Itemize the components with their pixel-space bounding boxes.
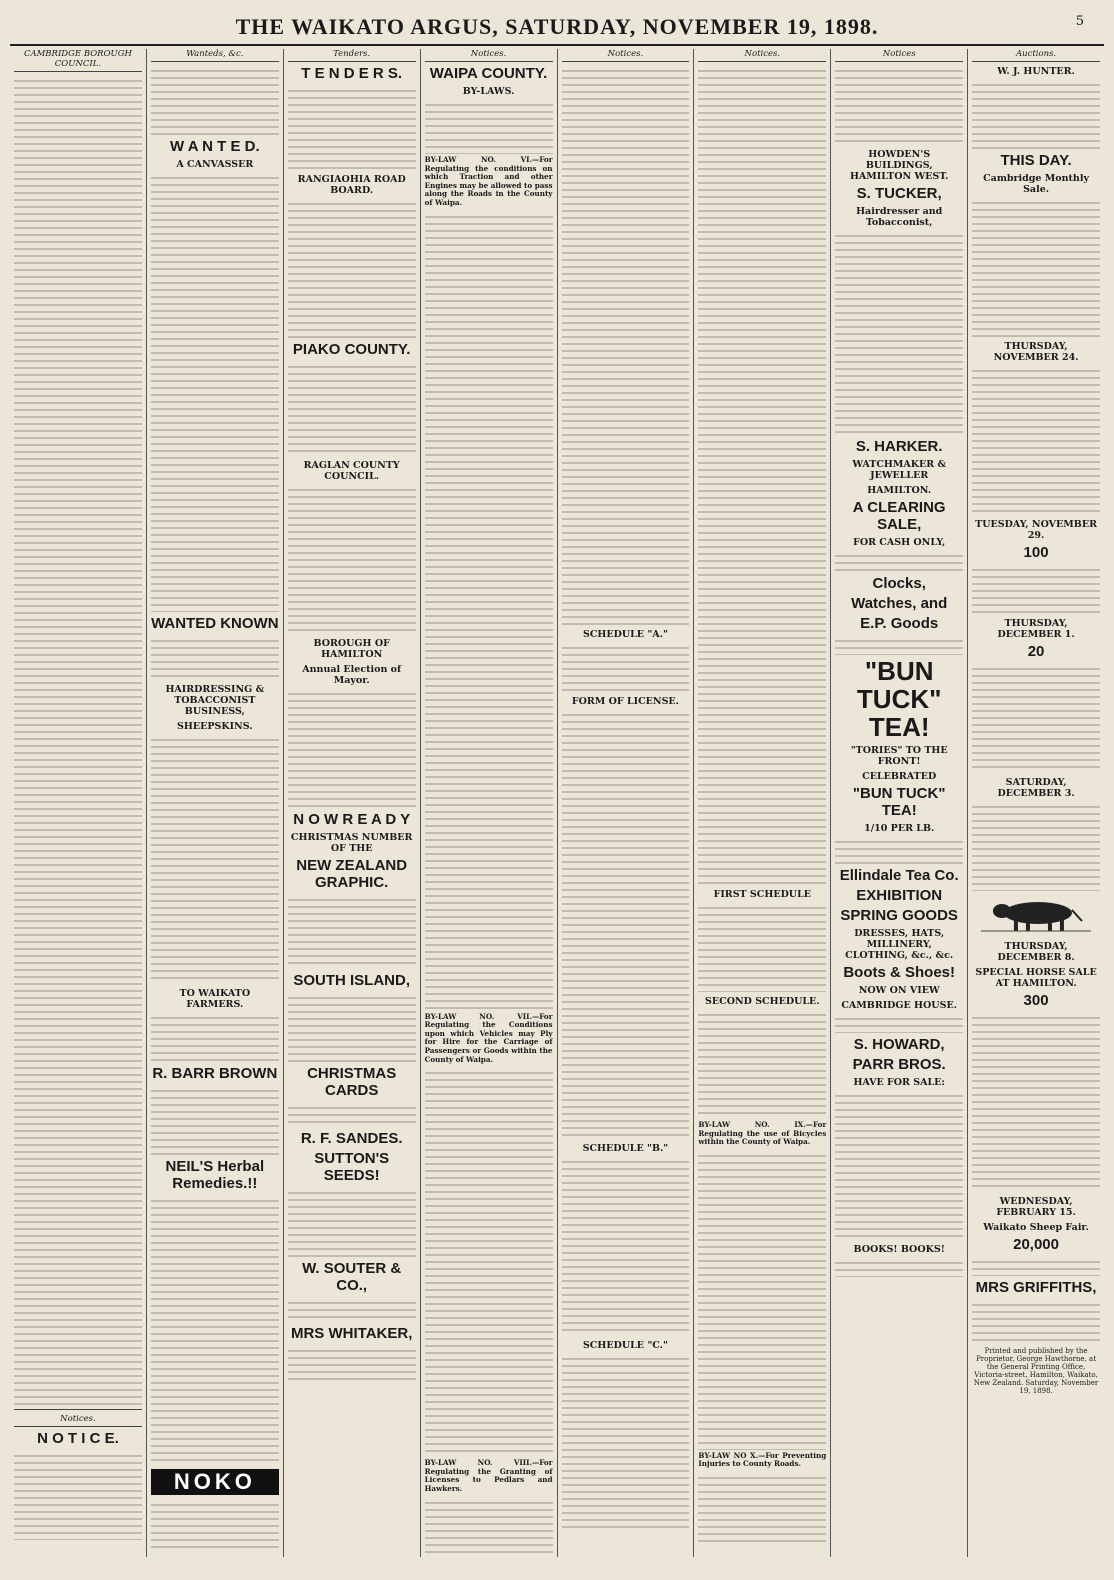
- column-2: [147, 49, 284, 1557]
- wanted-ads-text: [151, 172, 279, 612]
- neils-remedies-heading: NEIL'S Herbal Remedies.!!: [165, 1158, 265, 1192]
- lot-20: 20: [1027, 643, 1045, 660]
- howdens-heading: HOWDEN'S BUILDINGS, HAMILTON WEST.: [849, 149, 949, 182]
- schedule-a-heading: SCHEDULE "A.": [582, 629, 668, 640]
- bylaw-10-title: BY-LAW NO X.—For Preventing Injuries to County Roads.: [698, 1450, 827, 1469]
- notice-text: [14, 1450, 142, 1540]
- griffiths-heading: MRS GRIFFITHS,: [975, 1279, 1097, 1296]
- clearing-sale-heading: A CLEARING SALE,: [852, 499, 946, 533]
- bull-illustration: [972, 893, 1100, 933]
- lot-100: 100: [1023, 544, 1049, 561]
- column-6-heading: Notices.: [698, 49, 826, 62]
- wanted-heading: W A N T E D.: [169, 138, 260, 155]
- column-6: [694, 49, 831, 1557]
- tenders-heading: T E N D E R S.: [301, 65, 403, 82]
- suttons-heading: SUTTON'S SEEDS!: [314, 1150, 390, 1184]
- column-8: [968, 49, 1104, 1557]
- notice-title: N O T I C E.: [37, 1430, 119, 1447]
- mayor-heading: Annual Election of Mayor.: [302, 664, 402, 686]
- christmas-number-heading: CHRISTMAS NUMBER OF THE: [290, 832, 413, 854]
- watches-heading: Watches, and: [851, 595, 948, 612]
- dresses-heading: DRESSES, HATS, MILLINERY, CLOTHING, &c., &c.: [845, 928, 954, 961]
- column-7-heading: Notices: [835, 49, 963, 62]
- thu-dec-8-heading: THURSDAY, DECEMBER 8.: [997, 941, 1075, 963]
- books-heading: BOOKS! BOOKS!: [853, 1244, 945, 1255]
- column-1: [10, 49, 147, 1557]
- hunter-heading: W. J. HUNTER.: [997, 66, 1075, 77]
- bylaw-9-title: BY-LAW NO. IX.—For Regulating the use of Bicycles within the County of Waipa.: [698, 1120, 827, 1147]
- barr-brown-heading: R. BARR BROWN: [152, 1065, 278, 1082]
- parr-heading: PARR BROS.: [852, 1056, 946, 1073]
- ep-goods-heading: E.P. Goods: [860, 615, 939, 632]
- sat-dec-3-heading: SATURDAY, DECEMBER 3.: [997, 777, 1075, 799]
- sheep-fair-heading: Waikato Sheep Fair.: [983, 1222, 1089, 1233]
- notices-heading: Notices.: [14, 1414, 142, 1427]
- sheepskins-heading: SHEEPSKINS.: [177, 721, 253, 732]
- christmas-cards-heading: CHRISTMAS CARDS: [307, 1065, 397, 1099]
- spring-goods-heading: SPRING GOODS: [840, 907, 958, 924]
- column-4-heading: Notices.: [425, 49, 553, 62]
- bun-tuck-heading-2: "BUN TUCK" TEA!: [852, 785, 946, 819]
- have-for-sale-heading: HAVE FOR SALE:: [853, 1077, 945, 1088]
- nz-graphic-heading: NEW ZEALAND GRAPHIC.: [296, 857, 408, 891]
- howard-heading: S. HOWARD,: [853, 1036, 945, 1053]
- column-1-heading: CAMBRIDGE BOROUGH COUNCIL.: [14, 49, 142, 72]
- masthead-title: THE WAIKATO ARGUS, SATURDAY, NOVEMBER 19, 1898.: [235, 14, 879, 39]
- celebrated-heading: CELEBRATED: [862, 771, 937, 782]
- form-of-license-heading: FORM OF LICENSE.: [571, 696, 679, 707]
- tucker-subheading: Hairdresser and Tobacconist,: [856, 206, 943, 228]
- hamilton-heading: HAMILTON.: [867, 485, 932, 496]
- column-3-heading: Tenders.: [288, 49, 416, 62]
- column-8-heading: Auctions.: [972, 49, 1100, 62]
- bylaw-8-title: BY-LAW NO. VIII.—For Regulating the Granting of Licenses to Pedlars and Hawkers.: [424, 1458, 553, 1493]
- schedule-c-heading: SCHEDULE "C.": [582, 1340, 668, 1351]
- farmers-heading: TO WAIKATO FARMERS.: [179, 988, 251, 1010]
- column-5: [558, 49, 695, 1557]
- piako-heading: PIAKO COUNTY.: [292, 341, 411, 358]
- wed-feb-15-heading: WEDNESDAY, FEBRUARY 15.: [996, 1196, 1076, 1218]
- cash-only-heading: FOR CASH ONLY,: [853, 537, 946, 548]
- rangiaohia-heading: RANGIAOHIA ROAD BOARD.: [297, 174, 406, 196]
- cambridge-house-heading: CAMBRIDGE HOUSE.: [841, 1000, 958, 1011]
- borough-heading: BOROUGH OF HAMILTON: [313, 638, 390, 660]
- lot-300: 300: [1023, 992, 1049, 1009]
- bylaws-heading: BY-LAWS.: [462, 86, 515, 97]
- column-2-heading: Wanteds, &c.: [151, 49, 279, 62]
- imprint: Printed and published by the Proprietor, George Hawthorne, at the General Printing Office, Victoria-street, Hamilton, Waikato, New Zealand. Saturday, November 19, 1898.: [973, 1347, 1099, 1395]
- bull-icon: [981, 902, 1091, 931]
- tue-nov-29-heading: TUESDAY, NOVEMBER 29.: [975, 519, 1097, 541]
- souter-heading: W. SOUTER & CO.,: [302, 1260, 402, 1294]
- boots-heading: Boots & Shoes!: [843, 964, 956, 981]
- harker-heading: S. HARKER.: [855, 438, 943, 455]
- column-3: [284, 49, 421, 1557]
- whitaker-heading: MRS WHITAKER,: [290, 1325, 413, 1342]
- first-schedule-heading: FIRST SCHEDULE: [713, 889, 812, 900]
- bun-tuck-heading: "BUN TUCK" TEA!: [856, 656, 942, 742]
- wanted-known-heading: WANTED KNOWN: [151, 615, 279, 632]
- bylaw-6-title: BY-LAW NO. VI.—For Regulating the conditions on which Traction and other Engines may be allowed to pass along the Roads in the County of Waipa.: [424, 155, 553, 207]
- thu-dec-1-heading: THURSDAY, DECEMBER 1.: [997, 618, 1075, 640]
- council-report-text: [14, 75, 142, 1405]
- south-island-heading: SOUTH ISLAND,: [293, 972, 411, 989]
- lot-20000: 20,000: [1013, 1236, 1059, 1253]
- canvasser-heading: A CANVASSER: [176, 159, 254, 170]
- column-7: [831, 49, 968, 1557]
- this-day-heading: THIS DAY.: [1000, 152, 1072, 169]
- now-ready-heading: N O W R E A D Y: [293, 811, 411, 828]
- sandes-heading: R. F. SANDES.: [300, 1130, 403, 1147]
- column-5-heading: Notices.: [562, 49, 690, 62]
- monthly-sale-heading: Cambridge Monthly Sale.: [983, 173, 1089, 195]
- clocks-heading: Clocks,: [872, 575, 926, 592]
- tories-heading: "TORIES" TO THE FRONT!: [850, 745, 948, 767]
- hairdressing-heading: HAIRDRESSING & TOBACCONIST BUSINESS,: [165, 684, 265, 717]
- page-number: 5: [1075, 14, 1084, 29]
- watchmaker-heading: WATCHMAKER & JEWELLER: [852, 459, 947, 481]
- raglan-heading: RAGLAN COUNTY COUNCIL.: [303, 460, 400, 482]
- now-on-view-heading: NOW ON VIEW: [858, 985, 940, 996]
- bylaw-7-title: BY-LAW NO. VII.—For Regulating the Conditions upon which Vehicles may Ply for Hire for the Carriage of Passengers or Goods within the County of Waipa.: [424, 1011, 553, 1064]
- special-horse-sale-heading: SPECIAL HORSE SALE AT HAMILTON.: [975, 967, 1097, 989]
- price-heading: 1/10 PER LB.: [864, 823, 935, 834]
- thu-nov-24-heading: THURSDAY, NOVEMBER 24.: [993, 341, 1079, 363]
- columns: [10, 49, 1104, 1557]
- second-schedule-heading: SECOND SCHEDULE.: [705, 996, 820, 1007]
- noko-advertisement: NOKO: [151, 1469, 279, 1495]
- exhibition-heading: EXHIBITION: [856, 887, 943, 904]
- schedule-b-heading: SCHEDULE "B.": [582, 1143, 669, 1154]
- ellindale-heading: Ellindale Tea Co.: [839, 867, 959, 884]
- masthead-rule: [10, 44, 1104, 46]
- column-4: [421, 49, 558, 1557]
- tucker-heading: S. TUCKER,: [856, 185, 942, 202]
- waipa-county-heading: WAIPA COUNTY.: [429, 65, 548, 82]
